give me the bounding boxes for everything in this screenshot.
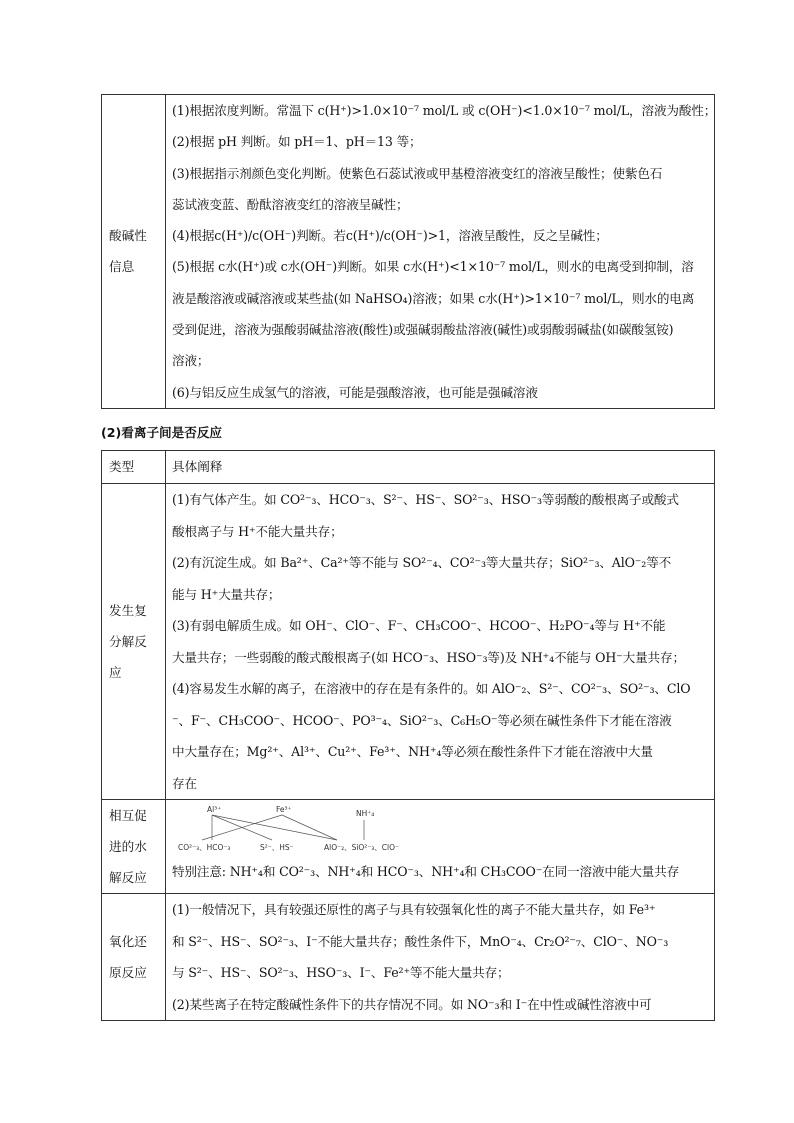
diagram-label-nh4: NH⁺₄ (356, 809, 375, 818)
text-line: 蕊试液变蓝、酚酞溶液变红的溶液呈碱性； (172, 196, 409, 212)
section-heading: (2)看离子间是否反应 (101, 425, 223, 440)
text-line: 大量共存；一些弱酸的酸式酸根离子(如 HCO⁻₃、HSO⁻₃等)及 NH⁺₄不能与 OH⁻大量共存； (172, 649, 685, 665)
diagram-line (202, 815, 282, 840)
diagram-line (212, 815, 337, 840)
text-line: (2)某些离子在特定酸碱性条件下的共存情况不同。如 NO⁻₃和 I⁻在中性或碱性溶液中可 (172, 996, 652, 1012)
diagram-label-fe: Fe³⁺ (276, 805, 292, 814)
table-header-row (102, 451, 715, 484)
text-line: 与 S²⁻、HS⁻、SO²⁻₃、HSO⁻₃、I⁻、Fe²⁺等不能大量共存； (172, 965, 510, 980)
redox-content (166, 894, 715, 1021)
diagram-label-sulfides: S²⁻、HS⁻ (260, 843, 294, 852)
text-line: 存在 (172, 775, 197, 791)
acid-base-content (166, 95, 715, 409)
text-line: (3)有弱电解质生成。如 OH⁻、ClO⁻、F⁻、CH₃COO⁻、HCOO⁻、H₂PO⁻₄等与 H⁺不能 (172, 618, 666, 633)
hydrolysis-diagram-svg (172, 800, 432, 856)
diagram-label-carbonates: CO²⁻₃、HCO⁻₃ (178, 843, 231, 852)
text-line: (1)有气体产生。如 CO²⁻₃、HCO⁻₃、S²⁻、HS⁻、SO²⁻₃、HSO⁻₃等弱酸的酸根离子或酸式 (172, 492, 679, 507)
table-row (102, 95, 715, 409)
ion-reaction-table (101, 450, 715, 1021)
diagram-label-aluminates: AlO⁻₂、SiO²⁻₃、ClO⁻ (324, 843, 399, 852)
row-label-mutual-hydrolysis: 相互促进的水解反应 (102, 800, 166, 894)
header-explanation: 具体阐释 (166, 451, 715, 484)
text-line: 特别注意: NH⁺₄和 CO²⁻₃、NH⁺₄和 HCO⁻₃、NH⁺₄和 CH₃COO⁻在同一溶液中能大量共存 (172, 864, 680, 879)
text-line: 液是酸溶液或碱溶液或某些盐(如 NaHSO₄)溶液；如果 c水(H⁺)>1×10⁻⁷ mol/L，则水的电离 (172, 290, 695, 306)
text-line: (5)根据 c水(H⁺)或 c水(OH⁻)判断。如果 c水(H⁺)<1×10⁻⁷ mol/L，则水的电离受到抑制，溶 (172, 259, 694, 275)
hydrolysis-diagram (172, 800, 710, 856)
text-line: (1)一般情况下，具有较强还原性的离子与具有较强氧化性的离子不能大量共存，如 Fe³⁺ (172, 902, 656, 917)
text-line: 和 S²⁻、HS⁻、SO²⁻₃、I⁻不能大量共存；酸性条件下，MnO⁻₄、Cr₂O²⁻₇、ClO⁻、NO⁻₃ (172, 933, 669, 949)
table-row (102, 894, 715, 1021)
text-line: (4)容易发生水解的离子，在溶液中的存在是有条件的。如 AlO⁻₂、S²⁻、CO²⁻₃、SO²⁻₃、ClO (172, 681, 691, 696)
row-label-acid-base: 酸碱性信息 (102, 95, 166, 409)
header-type: 类型 (102, 451, 166, 484)
text-line: 能与 H⁺大量共存； (172, 586, 281, 602)
row-label-double-decomposition: 发生复分解反应 (102, 484, 166, 800)
text-line: 中大量存在；Mg²⁺、Al³⁺、Cu²⁺、Fe³⁺、NH⁺₄等必须在酸性条件下才能在溶液中大量 (172, 744, 653, 759)
double-decomposition-content (166, 484, 715, 800)
row-label-redox: 氧化还原反应 (102, 894, 166, 1021)
acid-base-info-table (101, 94, 715, 409)
text-line: (6)与铝反应生成氢气的溶液，可能是强酸溶液，也可能是强碱溶液 (172, 384, 538, 400)
text-line: (1)根据浓度判断。常温下 c(H⁺)>1.0×10⁻⁷ mol/L 或 c(OH⁻)<1.0×10⁻⁷ mol/L，溶液为酸性； (172, 103, 717, 118)
text-line: (2)根据 pH 判断。如 pH＝1、pH＝13 等； (172, 134, 422, 150)
diagram-line (282, 815, 337, 840)
text-line: (2)有沉淀生成。如 Ba²⁺、Ca²⁺等不能与 SO²⁻₄、CO²⁻₃等大量共存；SiO²⁻₃、AlO⁻₂等不 (172, 555, 672, 570)
text-line: 溶液； (172, 353, 210, 369)
table-row (102, 484, 715, 800)
diagram-label-al: Al³⁺ (207, 805, 222, 814)
table-row (102, 800, 715, 894)
text-line: ⁻、F⁻、CH₃COO⁻、HCOO⁻、PO³⁻₄、SiO²⁻₃、C₆H₅O⁻等必须在碱性条件下才能在溶液 (172, 712, 672, 728)
text-line: (3)根据指示剂颜色变化判断。使紫色石蕊试液或甲基橙溶液变红的溶液呈酸性；使紫色石 (172, 165, 663, 181)
text-line: 酸根离子与 H⁺不能大量共存； (172, 523, 343, 539)
text-line: 受到促进，溶液为强酸弱碱盐溶液(酸性)或强碱弱酸盐溶液(碱性)或弱酸弱碱盐(如碳酸氢铵) (172, 322, 674, 338)
text-line: (4)根据c(H⁺)/c(OH⁻)判断。若c(H⁺)/c(OH⁻)>1，溶液呈酸性，反之呈碱性； (172, 228, 608, 244)
mutual-hydrolysis-content (166, 800, 715, 894)
